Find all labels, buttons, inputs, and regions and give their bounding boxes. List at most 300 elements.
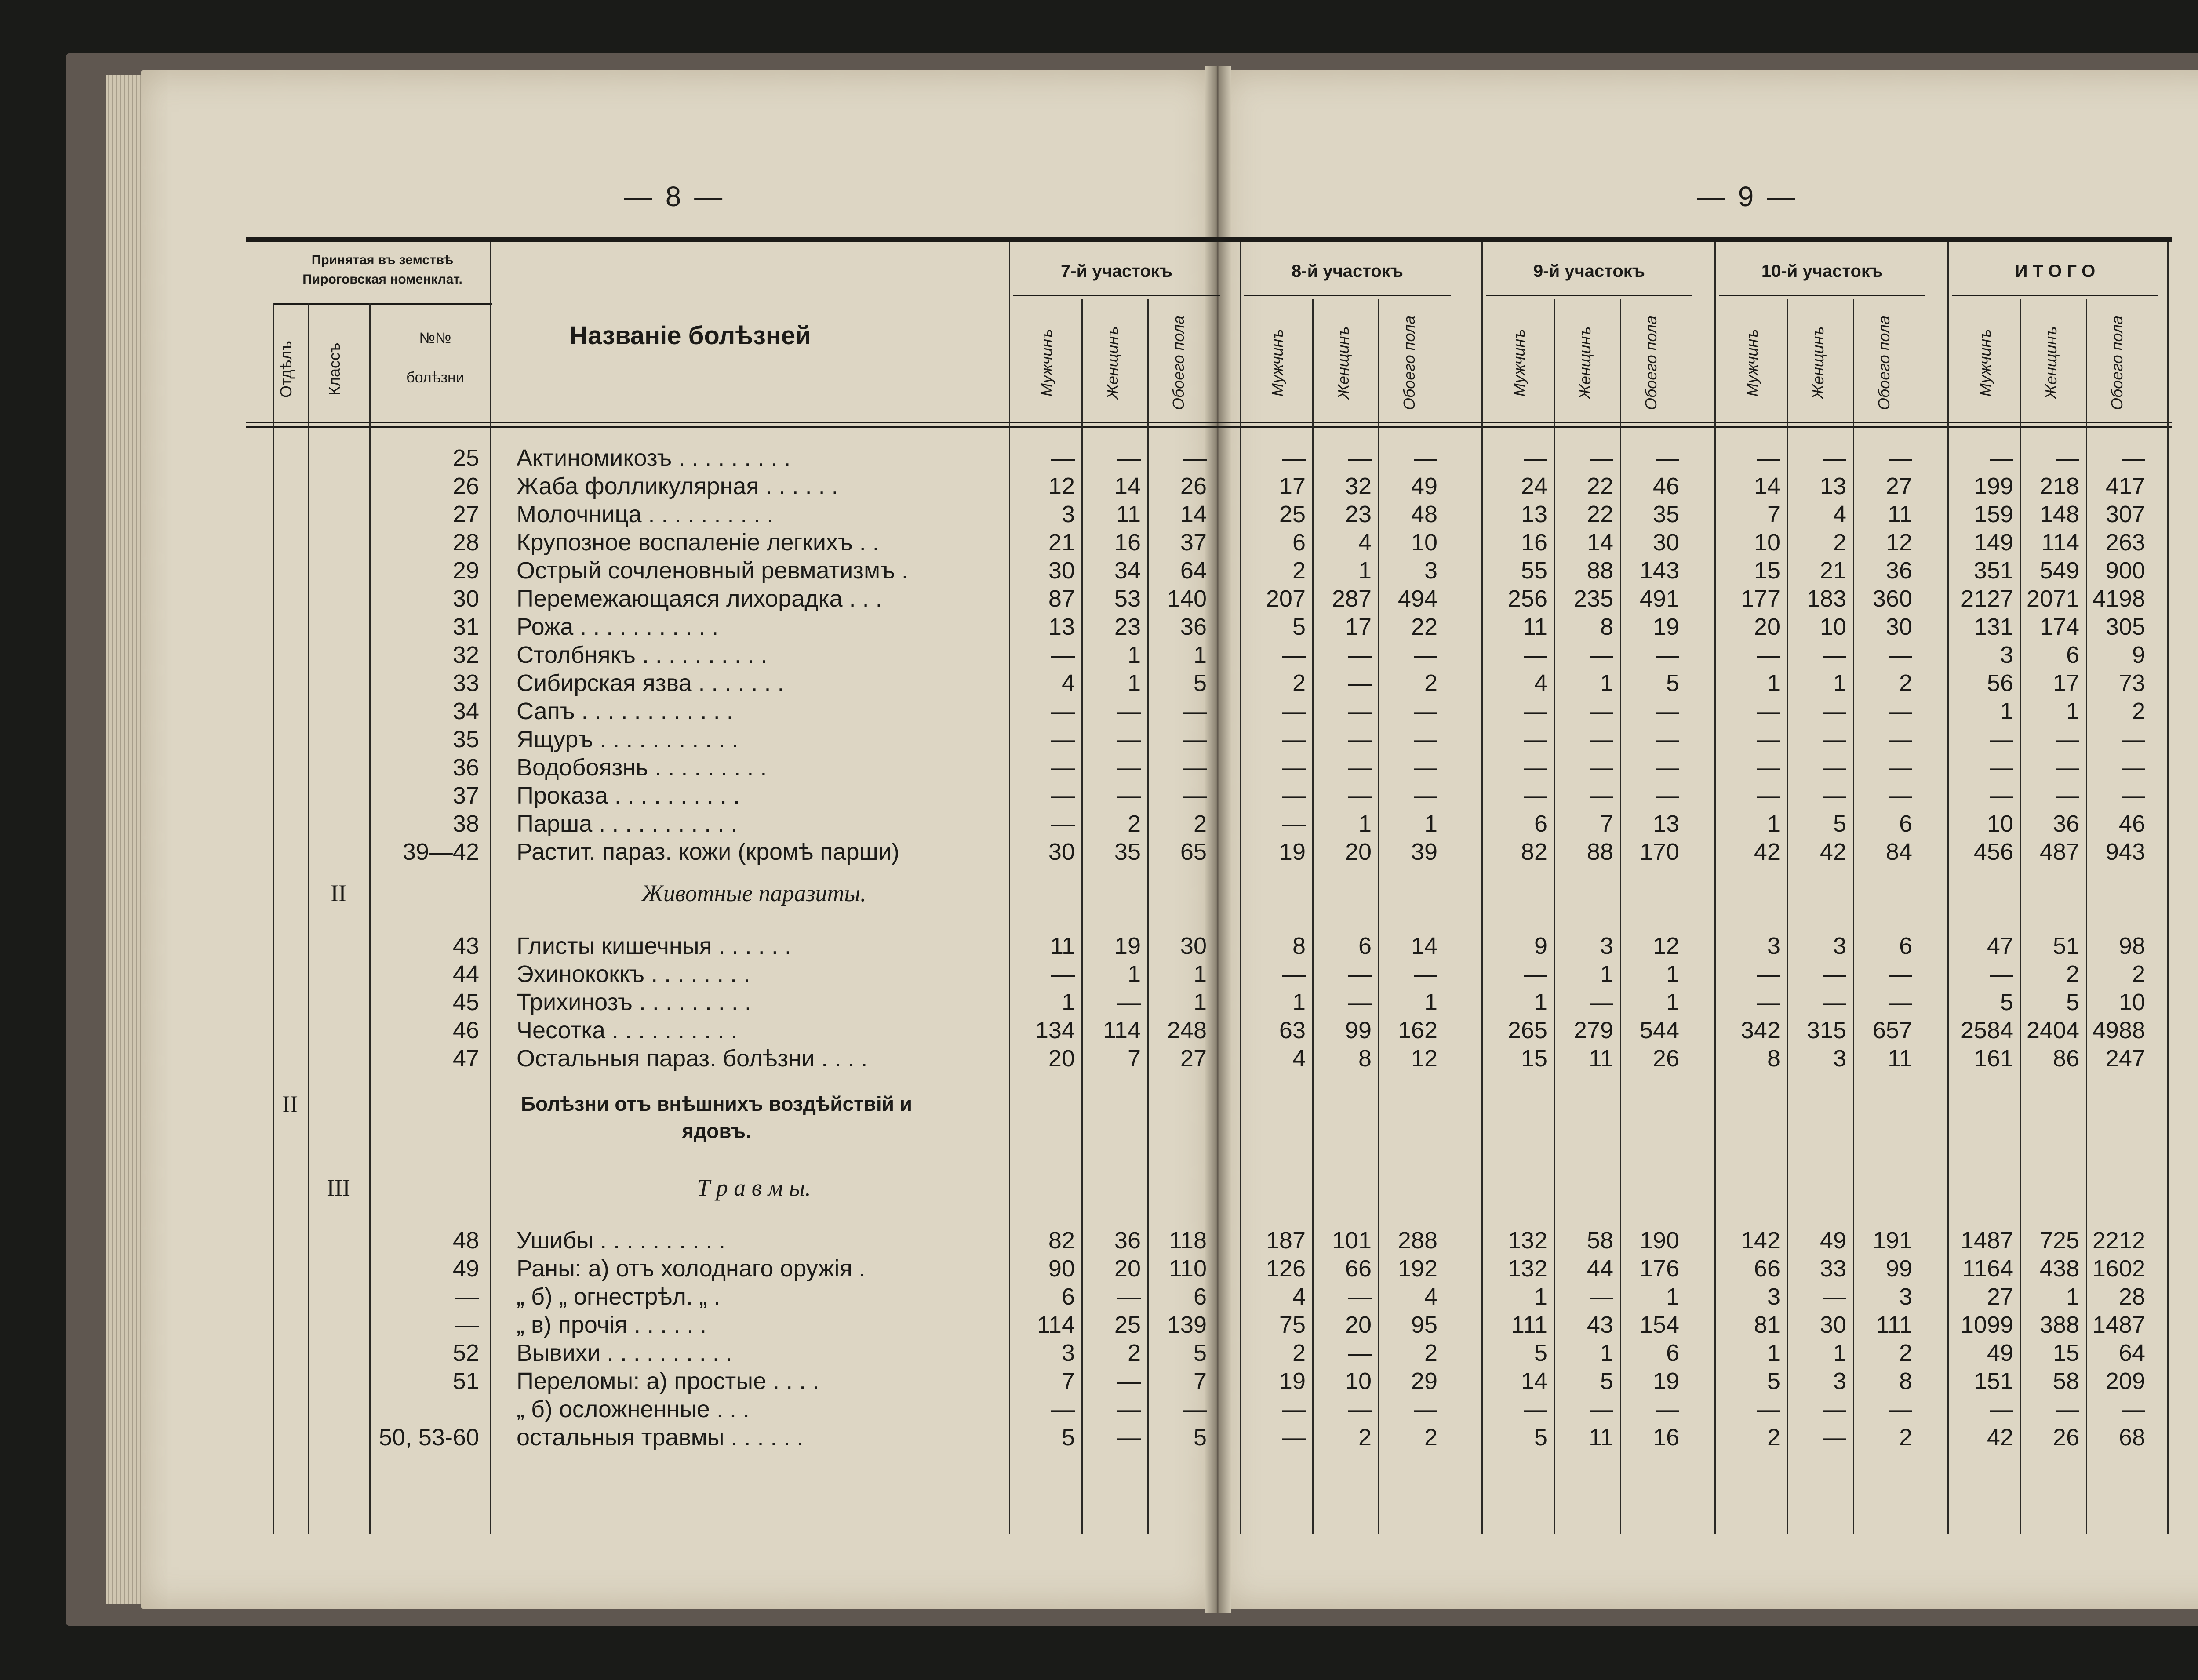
value-cell: 263 <box>2105 529 2145 556</box>
value-cell: 161 <box>1973 1045 2013 1072</box>
value-cell: 8 <box>1358 1045 1372 1072</box>
value-cell: 6 <box>1899 811 1912 837</box>
value-cell: — <box>1823 754 1846 781</box>
value-cell: 2 <box>1833 529 1846 556</box>
value-cell: 8 <box>1292 933 1306 959</box>
value-cell: — <box>1823 642 1846 668</box>
value-cell: — <box>1414 961 1437 987</box>
district-vline <box>1240 242 1241 1534</box>
disease-name: Столбнякъ . . . . . . . . . . <box>517 642 768 668</box>
value-cell: 10 <box>1820 614 1846 640</box>
disease-number: 33 <box>452 670 479 696</box>
value-cell: — <box>1990 782 2013 809</box>
value-cell: — <box>1524 1396 1547 1422</box>
value-cell: 95 <box>1411 1312 1437 1338</box>
page-number-right: — 9 — <box>1697 181 1798 212</box>
nomenclature-title: Принятая въ земствѣ Пироговская номенклат. <box>302 253 462 287</box>
value-cell: — <box>1889 642 1912 668</box>
disease-name: Молочница . . . . . . . . . . <box>517 501 774 527</box>
value-cell: 32 <box>1345 473 1372 499</box>
value-cell: 25 <box>1114 1312 1141 1338</box>
value-cell: 19 <box>1652 1368 1679 1394</box>
value-cell: 4 <box>1061 670 1075 696</box>
value-cell: — <box>1524 754 1547 781</box>
value-cell: 192 <box>1397 1255 1437 1282</box>
disease-name: „ в) прочія . . . . . . <box>517 1312 707 1338</box>
district-header: 7-й участокъ <box>1061 262 1172 281</box>
value-cell: 30 <box>1885 614 1912 640</box>
value-cell: — <box>1590 782 1613 809</box>
disease-number: 43 <box>452 933 479 959</box>
sub-header: Мужчинъ <box>1268 329 1286 396</box>
value-cell: — <box>1590 642 1613 668</box>
value-cell: 20 <box>1114 1255 1141 1282</box>
value-cell: — <box>1823 726 1846 753</box>
value-cell: — <box>1656 782 1679 809</box>
value-cell: — <box>1524 642 1547 668</box>
value-cell: 5 <box>1534 1424 1547 1451</box>
value-cell: 247 <box>2105 1045 2145 1072</box>
value-cell: 170 <box>1639 839 1679 865</box>
value-cell: 9 <box>2132 642 2145 668</box>
value-cell: 19 <box>1279 839 1306 865</box>
value-cell: 131 <box>1973 614 2013 640</box>
disease-name: Ушибы . . . . . . . . . . <box>517 1227 726 1254</box>
value-cell: 126 <box>1266 1255 1306 1282</box>
value-cell: — <box>1889 961 1912 987</box>
value-cell: 7 <box>1127 1045 1141 1072</box>
value-cell: 491 <box>1639 585 1679 612</box>
value-cell: — <box>1282 726 1306 753</box>
value-cell: 943 <box>2105 839 2145 865</box>
value-cell: 19 <box>1279 1368 1306 1394</box>
value-cell: 101 <box>1332 1227 1372 1254</box>
value-cell: — <box>1051 698 1075 724</box>
value-cell: 14 <box>1114 473 1141 499</box>
value-cell: — <box>1524 726 1547 753</box>
value-cell: 140 <box>1167 585 1207 612</box>
value-cell: 1 <box>1534 1284 1547 1310</box>
col-no-header-2: болѣзни <box>406 369 464 386</box>
value-cell: — <box>1590 698 1613 724</box>
value-cell: 53 <box>1114 585 1141 612</box>
value-cell: 11 <box>1050 933 1075 959</box>
value-cell: 248 <box>1167 1017 1207 1044</box>
value-cell: 549 <box>2039 557 2079 584</box>
value-cell: 4 <box>1833 501 1846 527</box>
district-header-rule <box>1719 295 1925 296</box>
value-cell: 22 <box>1587 501 1613 527</box>
value-cell: — <box>1348 445 1372 471</box>
disease-number: 37 <box>452 782 479 809</box>
value-cell: 5 <box>1061 1424 1075 1451</box>
disease-number: 29 <box>452 557 479 584</box>
value-cell: 82 <box>1521 839 1547 865</box>
value-cell: 288 <box>1397 1227 1437 1254</box>
value-cell: 13 <box>1521 501 1547 527</box>
value-cell: — <box>1117 754 1141 781</box>
value-cell: 1487 <box>2092 1312 2145 1338</box>
col-no-header: №№ <box>419 330 451 346</box>
value-cell: — <box>1757 782 1780 809</box>
value-cell: 176 <box>1639 1255 1679 1282</box>
value-cell: 47 <box>1987 933 2013 959</box>
disease-number: 25 <box>452 445 479 471</box>
district-header-rule <box>1486 295 1692 296</box>
value-cell: 1 <box>1600 961 1613 987</box>
disease-number: — <box>455 1312 479 1338</box>
value-cell: — <box>1282 1396 1306 1422</box>
value-cell: 438 <box>2039 1255 2079 1282</box>
value-cell: 2404 <box>2026 1017 2079 1044</box>
sub-header: Женщинъ <box>1576 326 1594 399</box>
value-cell: 28 <box>2118 1284 2145 1310</box>
value-cell: 26 <box>2052 1424 2079 1451</box>
value-cell: 111 <box>1876 1312 1912 1338</box>
value-cell: 2 <box>1292 1340 1306 1366</box>
value-cell: 1099 <box>1960 1312 2013 1338</box>
value-cell: 1 <box>2066 1284 2079 1310</box>
disease-number: 51 <box>452 1368 479 1394</box>
page-edges-left <box>106 75 145 1604</box>
nomenclature-rule <box>273 303 492 305</box>
value-cell: 6 <box>1061 1284 1075 1310</box>
value-cell: 7 <box>1767 501 1780 527</box>
value-cell: — <box>2122 754 2145 781</box>
value-cell: — <box>1414 726 1437 753</box>
value-cell: 35 <box>1652 501 1679 527</box>
value-cell: 1 <box>1127 642 1141 668</box>
value-cell: — <box>1990 445 2013 471</box>
value-cell: 4 <box>1424 1284 1437 1310</box>
value-cell: — <box>1414 1396 1437 1422</box>
value-cell: — <box>1282 698 1306 724</box>
value-cell: 58 <box>2052 1368 2079 1394</box>
value-cell: 98 <box>2118 933 2145 959</box>
value-cell: 132 <box>1507 1255 1547 1282</box>
value-cell: — <box>1183 754 1207 781</box>
value-cell: 1 <box>1534 989 1547 1015</box>
value-cell: — <box>2122 445 2145 471</box>
district-header: И Т О Г О <box>2015 262 2096 281</box>
value-cell: 5 <box>1193 1424 1207 1451</box>
value-cell: 235 <box>1573 585 1613 612</box>
header-rule-2 <box>246 426 2172 428</box>
value-cell: — <box>1348 1396 1372 1422</box>
value-cell: 42 <box>1820 839 1846 865</box>
disease-number: 34 <box>452 698 479 724</box>
value-cell: 3 <box>1767 933 1780 959</box>
value-cell: 3 <box>1061 501 1075 527</box>
value-cell: 1 <box>1358 557 1372 584</box>
value-cell: — <box>2122 726 2145 753</box>
value-cell: 544 <box>1639 1017 1679 1044</box>
value-cell: — <box>1282 782 1306 809</box>
disease-name: Растит. параз. кожи (кромѣ парши) <box>517 839 900 865</box>
district-header: 8-й участокъ <box>1292 262 1403 281</box>
disease-number: 45 <box>452 989 479 1015</box>
value-cell: 11 <box>1588 1045 1613 1072</box>
value-cell: 10 <box>1754 529 1780 556</box>
value-cell: 5 <box>1193 1340 1207 1366</box>
value-cell: 12 <box>1048 473 1075 499</box>
value-cell: 20 <box>1048 1045 1075 1072</box>
value-cell: 174 <box>2039 614 2079 640</box>
sub-header: Мужчинъ <box>1037 329 1055 396</box>
value-cell: 6 <box>1899 933 1912 959</box>
value-cell: — <box>1282 642 1306 668</box>
value-cell: 30 <box>1652 529 1679 556</box>
value-cell: 23 <box>1114 614 1141 640</box>
value-cell: 4 <box>1292 1045 1306 1072</box>
value-cell: 46 <box>1652 473 1679 499</box>
value-cell: 111 <box>1511 1312 1547 1338</box>
value-cell: — <box>1117 1396 1141 1422</box>
value-cell: — <box>2056 1396 2079 1422</box>
value-cell: 34 <box>1114 557 1141 584</box>
value-cell: 22 <box>1411 614 1437 640</box>
disease-name: Сапъ . . . . . . . . . . . . <box>517 698 733 724</box>
value-cell: 36 <box>1180 614 1207 640</box>
district-vline <box>1947 242 1949 1534</box>
value-cell: 87 <box>1048 585 1075 612</box>
value-cell: 15 <box>2052 1340 2079 1366</box>
disease-number: 47 <box>452 1045 479 1072</box>
value-cell: — <box>1823 1396 1846 1422</box>
value-cell: 2 <box>1424 670 1437 696</box>
value-cell: 44 <box>1587 1255 1613 1282</box>
value-cell: 1487 <box>1960 1227 2013 1254</box>
value-cell: — <box>1348 1284 1372 1310</box>
value-cell: 657 <box>1872 1017 1912 1044</box>
disease-name: Вывихи . . . . . . . . . . <box>517 1340 732 1366</box>
value-cell: 279 <box>1573 1017 1613 1044</box>
value-cell: — <box>1117 989 1141 1015</box>
value-cell: — <box>1823 782 1846 809</box>
value-cell: 114 <box>1037 1312 1075 1338</box>
district-header: 10-й участокъ <box>1761 262 1883 281</box>
value-cell: 2 <box>1292 557 1306 584</box>
sub-header: Обоего пола <box>1642 315 1660 410</box>
value-cell: — <box>2122 782 2145 809</box>
disease-statistics-table <box>246 237 2172 1534</box>
disease-number: 35 <box>452 726 479 753</box>
disease-number: 38 <box>452 811 479 837</box>
value-cell: — <box>1183 782 1207 809</box>
value-cell: 36 <box>1885 557 1912 584</box>
value-cell: 13 <box>1652 811 1679 837</box>
value-cell: — <box>1183 1396 1207 1422</box>
disease-number: 27 <box>452 501 479 527</box>
value-cell: 14 <box>1411 933 1437 959</box>
value-cell: 1 <box>1193 642 1207 668</box>
value-cell: — <box>2056 782 2079 809</box>
value-cell: 1 <box>1424 989 1437 1015</box>
value-cell: — <box>1414 445 1437 471</box>
value-cell: 30 <box>1048 839 1075 865</box>
sub-header: Женщинъ <box>2042 326 2060 399</box>
value-cell: 12 <box>1652 933 1679 959</box>
value-cell: 17 <box>1345 614 1372 640</box>
value-cell: 6 <box>1666 1340 1679 1366</box>
value-cell: 2 <box>1127 811 1141 837</box>
disease-number: 49 <box>452 1255 479 1282</box>
value-cell: 4988 <box>2092 1017 2145 1044</box>
sub-header: Обоего пола <box>1400 315 1418 410</box>
vline-1 <box>308 303 309 1534</box>
value-cell: 16 <box>1114 529 1141 556</box>
value-cell: 3 <box>2000 642 2013 668</box>
value-cell: 26 <box>1180 473 1207 499</box>
value-cell: 148 <box>2039 501 2079 527</box>
district-header-rule <box>1952 295 2158 296</box>
value-cell: 21 <box>1820 557 1846 584</box>
value-cell: 66 <box>1754 1255 1780 1282</box>
value-cell: — <box>1990 754 2013 781</box>
value-cell: 15 <box>1521 1045 1547 1072</box>
disease-name: Ящуръ . . . . . . . . . . . <box>517 726 739 753</box>
value-cell: — <box>1348 726 1372 753</box>
value-cell: 43 <box>1587 1312 1613 1338</box>
value-cell: 342 <box>1740 1017 1780 1044</box>
value-cell: 2 <box>1193 811 1207 837</box>
value-cell: 8 <box>1600 614 1613 640</box>
value-cell: 6 <box>1292 529 1306 556</box>
sub-header: Мужчинъ <box>1976 329 1994 396</box>
value-cell: — <box>1656 726 1679 753</box>
disease-number: 50, 53-60 <box>378 1424 479 1451</box>
value-cell: 68 <box>2118 1424 2145 1451</box>
value-cell: 13 <box>1820 473 1846 499</box>
value-cell: — <box>1348 1340 1372 1366</box>
value-cell: 6 <box>1534 811 1547 837</box>
value-cell: 149 <box>1973 529 2013 556</box>
value-cell: — <box>1590 1284 1613 1310</box>
value-cell: 2 <box>2066 961 2079 987</box>
otdel-label: II <box>282 1091 298 1117</box>
value-cell: — <box>1656 698 1679 724</box>
disease-name: Переломы: а) простые . . . . <box>517 1368 819 1394</box>
value-cell: — <box>1117 1424 1141 1451</box>
value-cell: 26 <box>1652 1045 1679 1072</box>
value-cell: — <box>1823 698 1846 724</box>
value-cell: 20 <box>1754 614 1780 640</box>
value-cell: 3 <box>1833 1368 1846 1394</box>
value-cell: 307 <box>2105 501 2145 527</box>
value-cell: 1 <box>1767 670 1780 696</box>
value-cell: 114 <box>1103 1017 1141 1044</box>
value-cell: 35 <box>1114 839 1141 865</box>
value-cell: 27 <box>1987 1284 2013 1310</box>
value-cell: 5 <box>2066 989 2079 1015</box>
value-cell: 3 <box>1424 557 1437 584</box>
value-cell: 114 <box>2041 529 2079 556</box>
disease-name: Остальныя параз. болѣзни . . . . <box>517 1045 868 1072</box>
value-cell: — <box>2056 445 2079 471</box>
value-cell: 2 <box>1899 670 1912 696</box>
value-cell: 2 <box>1899 1340 1912 1366</box>
value-cell: 191 <box>1872 1227 1912 1254</box>
disease-number: 28 <box>452 529 479 556</box>
value-cell: — <box>1183 445 1207 471</box>
disease-name: „ б) „ огнестрѣл. „ . <box>517 1284 721 1310</box>
value-cell: — <box>1117 782 1141 809</box>
value-cell: — <box>1183 726 1207 753</box>
disease-name: Трихинозъ . . . . . . . . . <box>517 989 751 1015</box>
value-cell: 10 <box>1987 811 2013 837</box>
value-cell: 14 <box>1180 501 1207 527</box>
value-cell: 42 <box>1754 839 1780 865</box>
value-cell: 55 <box>1521 557 1547 584</box>
value-cell: 1 <box>1833 670 1846 696</box>
value-cell: 900 <box>2105 557 2145 584</box>
page-number-left: — 8 — <box>624 181 725 212</box>
value-cell: 46 <box>2118 811 2145 837</box>
value-cell: 84 <box>1885 839 1912 865</box>
value-cell: 3 <box>1061 1340 1075 1366</box>
col-name-header: Названіе болѣзней <box>569 321 811 350</box>
value-cell: 190 <box>1639 1227 1679 1254</box>
value-cell: 2 <box>1899 1424 1912 1451</box>
value-cell: 90 <box>1048 1255 1075 1282</box>
value-cell: — <box>1348 698 1372 724</box>
value-cell: 3 <box>1833 1045 1846 1072</box>
value-cell: 1 <box>1061 989 1075 1015</box>
district-vline <box>1481 242 1483 1534</box>
disease-name: Раны: а) отъ холоднаго оружія . <box>517 1255 866 1282</box>
value-cell: — <box>1051 782 1075 809</box>
value-cell: 30 <box>1820 1312 1846 1338</box>
value-cell: 456 <box>1973 839 2013 865</box>
value-cell: 30 <box>1180 933 1207 959</box>
col-otdel-header: Отдѣлъ <box>277 341 295 398</box>
value-cell: — <box>1823 445 1846 471</box>
value-cell: 12 <box>1411 1045 1437 1072</box>
value-cell: 4198 <box>2092 585 2145 612</box>
value-cell: 29 <box>1411 1368 1437 1394</box>
value-cell: 63 <box>1279 1017 1306 1044</box>
value-cell: 209 <box>2105 1368 2145 1394</box>
value-cell: — <box>1889 754 1912 781</box>
sub-header: Женщинъ <box>1334 326 1352 399</box>
value-cell: — <box>2056 726 2079 753</box>
value-cell: — <box>1282 1424 1306 1451</box>
value-cell: 16 <box>1521 529 1547 556</box>
value-cell: 1 <box>1127 670 1141 696</box>
value-cell: — <box>1282 811 1306 837</box>
value-cell: 5 <box>1666 670 1679 696</box>
value-cell: — <box>2122 1396 2145 1422</box>
value-cell: — <box>1414 754 1437 781</box>
value-cell: — <box>1590 445 1613 471</box>
value-cell: 14 <box>1754 473 1780 499</box>
value-cell: — <box>2056 754 2079 781</box>
value-cell: 143 <box>1639 557 1679 584</box>
value-cell: 49 <box>1411 473 1437 499</box>
value-cell: 7 <box>1193 1368 1207 1394</box>
value-cell: 11 <box>1588 1424 1613 1451</box>
value-cell: 75 <box>1279 1312 1306 1338</box>
value-cell: — <box>1990 1396 2013 1422</box>
value-cell: 1602 <box>2092 1255 2145 1282</box>
value-cell: 88 <box>1587 839 1613 865</box>
value-cell: 11 <box>1887 501 1912 527</box>
disease-name: „ б) осложненные . . . <box>517 1396 750 1422</box>
value-cell: 218 <box>2039 473 2079 499</box>
value-cell: 66 <box>1345 1255 1372 1282</box>
value-cell: 27 <box>1885 473 1912 499</box>
disease-name: Водобоязнь . . . . . . . . . <box>517 754 767 781</box>
